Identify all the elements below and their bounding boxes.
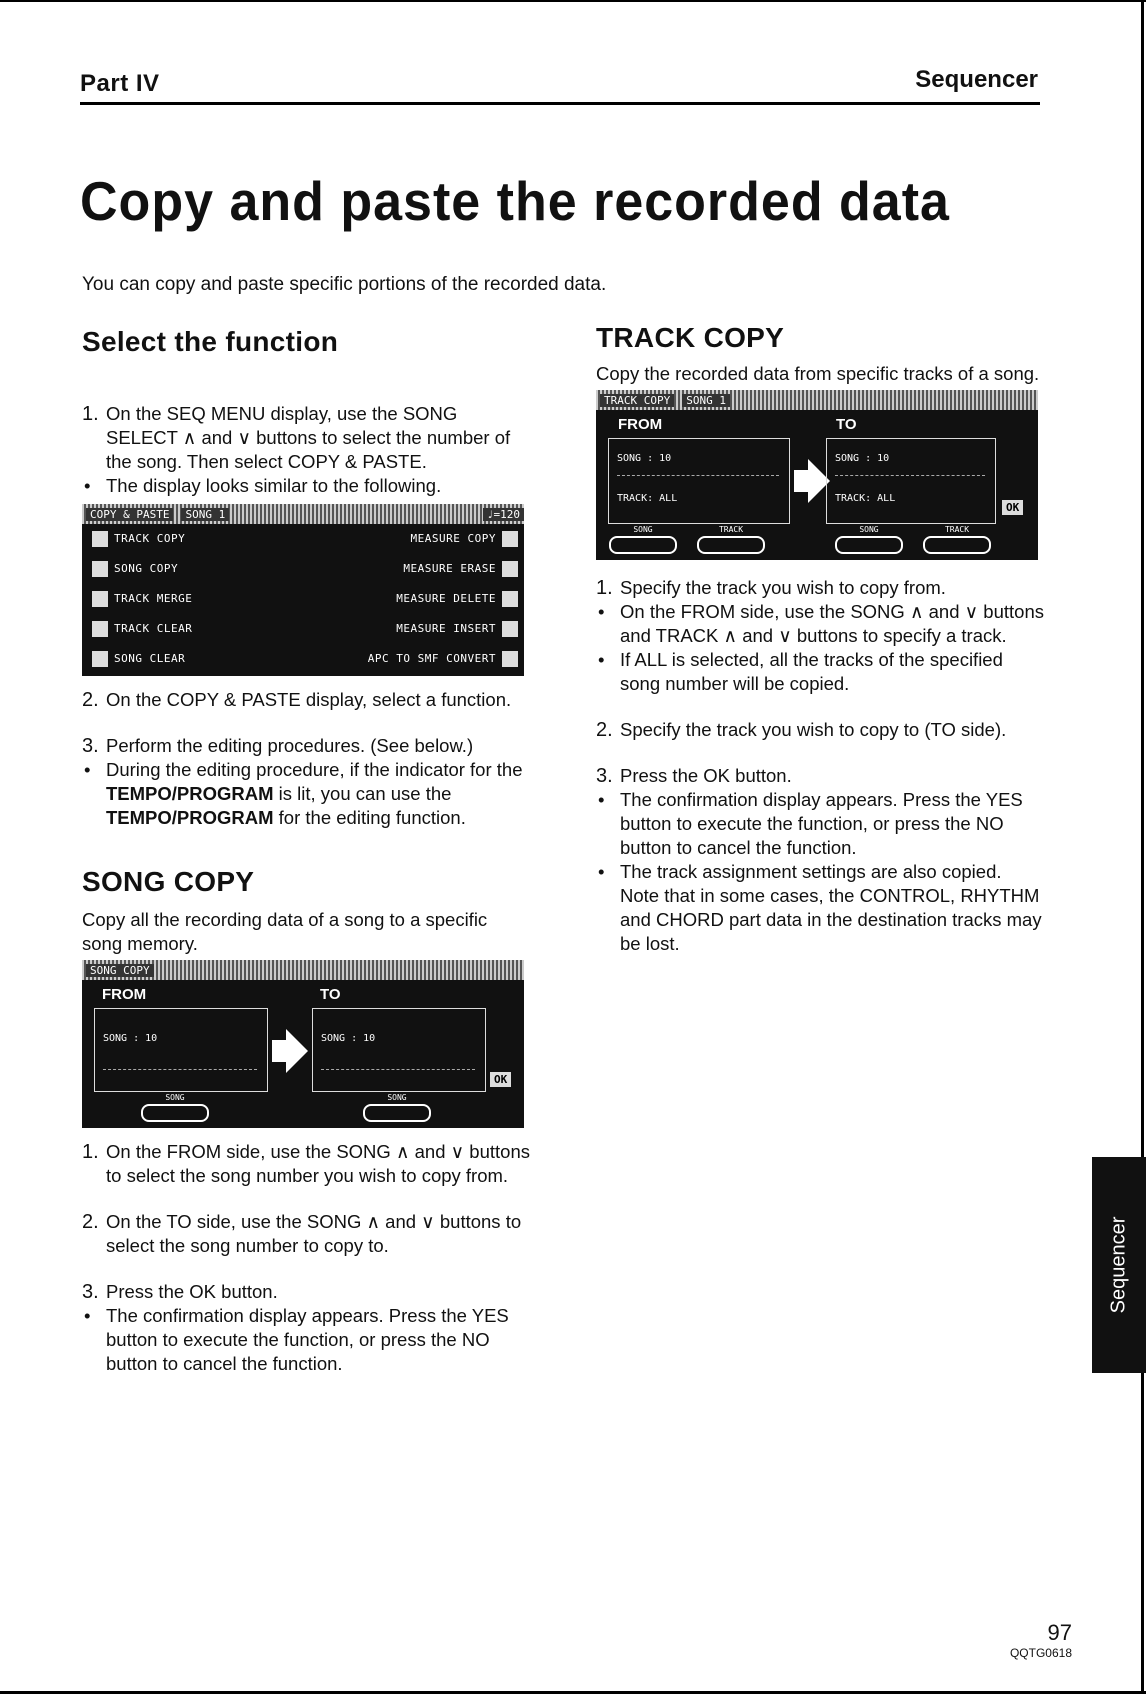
menu-item-measure-delete: MEASURE DELETE — [396, 592, 496, 605]
track-knob-from[interactable] — [696, 525, 766, 554]
divider — [321, 1069, 475, 1070]
header-part: Part IV — [80, 70, 160, 97]
bullet-text: for the editing function. — [273, 807, 466, 828]
lcd-title-bar — [596, 390, 1038, 410]
to-track-value: ALL — [877, 493, 896, 504]
menu-item-measure-insert: MEASURE INSERT — [396, 622, 496, 635]
knob-pill — [923, 536, 991, 554]
track-label: TRACK: — [835, 493, 872, 504]
step-number: 2. — [596, 719, 613, 741]
right-column — [596, 322, 1044, 956]
select-step-1 — [82, 402, 530, 474]
divider — [617, 475, 779, 476]
step-text: Press the OK button. — [106, 1281, 278, 1302]
knob-pill — [141, 1104, 209, 1122]
knob-pill — [697, 536, 765, 554]
menu-row — [82, 644, 524, 674]
document-code: QQTG0618 — [1009, 1646, 1072, 1660]
song-copy-step-3 — [82, 1280, 530, 1304]
side-tab-label: Sequencer — [1107, 1216, 1130, 1314]
page-border-right — [1141, 0, 1144, 1694]
knob-pill — [363, 1104, 431, 1122]
to-label: TO — [320, 986, 341, 1003]
track-knob-to[interactable] — [922, 525, 992, 554]
select-step-3 — [82, 734, 530, 758]
lcd-title-bar — [82, 960, 524, 980]
step-text: Specify the track you wish to copy from. — [620, 577, 946, 598]
song-knob-from[interactable] — [140, 1093, 210, 1122]
knob-label: SONG — [387, 1093, 407, 1102]
step-text: On the FROM side, use the SONG ∧ and ∨ buttons to select the song number you wish to copy from. — [106, 1141, 530, 1186]
measure-copy-icon — [502, 531, 518, 547]
track-copy-desc: Copy the recorded data from specific tracks of a song. — [596, 363, 1040, 384]
intro-text: You can copy and paste specific portions of the recorded data. — [82, 274, 607, 295]
ok-button[interactable]: OK — [490, 1072, 511, 1087]
song-label: SONG : — [321, 1033, 358, 1044]
menu-item-track-copy: TRACK COPY — [114, 532, 186, 545]
track-label: TRACK: — [617, 493, 654, 504]
menu-item-track-clear: TRACK CLEAR — [114, 622, 193, 635]
left-column — [82, 326, 530, 1376]
step-number: 3. — [596, 765, 613, 787]
knob-label: SONG — [633, 525, 653, 534]
from-label: FROM — [618, 416, 663, 433]
page-border-top — [0, 0, 1146, 2]
lcd-song: SONG 1 — [682, 394, 730, 407]
select-step-3-bullet — [82, 758, 530, 830]
track-copy-step-2 — [596, 718, 1044, 742]
song-knob-to[interactable] — [834, 525, 904, 554]
measure-insert-icon — [502, 621, 518, 637]
lcd-song: SONG 1 — [181, 508, 229, 521]
lcd-title: SONG COPY — [86, 964, 154, 977]
step-text: On the SEQ MENU display, use the SONG SELECT ∧ and ∨ buttons to select the number of the song. Then select COPY & PASTE. — [106, 403, 511, 472]
song-copy-step-1 — [82, 1140, 530, 1188]
header-section: Sequencer — [915, 66, 1038, 93]
from-box — [94, 1008, 268, 1092]
lcd-title-bar — [82, 504, 524, 524]
step-number: 2. — [82, 1211, 99, 1233]
song-copy-desc: Copy all the recording data of a song to a specific song memory. — [82, 909, 488, 954]
step-text: On the COPY & PASTE display, select a function. — [106, 689, 512, 710]
knob-label: TRACK — [718, 525, 744, 534]
song-label: SONG : — [835, 453, 872, 464]
copy-paste-menu-display — [82, 504, 524, 676]
from-song-value: 10 — [145, 1033, 158, 1044]
step-number: 1. — [82, 403, 99, 425]
measure-erase-icon — [502, 561, 518, 577]
knob-pill — [835, 536, 903, 554]
to-song-value: 10 — [877, 453, 890, 464]
from-box — [608, 438, 790, 524]
track-copy-step-1 — [596, 576, 1044, 600]
to-box — [312, 1008, 486, 1092]
knob-label: SONG — [859, 525, 879, 534]
song-label: SONG : — [617, 453, 654, 464]
header-rule — [80, 102, 1040, 105]
page-number: 97 — [1047, 1620, 1072, 1645]
menu-item-measure-copy: MEASURE COPY — [410, 532, 496, 545]
step-number: 1. — [82, 1141, 99, 1163]
song-copy-step-2 — [82, 1210, 530, 1258]
lcd-tempo: ♩=120 — [483, 508, 524, 521]
to-box — [826, 438, 996, 524]
menu-item-track-merge: TRACK MERGE — [114, 592, 193, 605]
song-copy-icon — [92, 561, 108, 577]
arrow-right-icon — [272, 1040, 286, 1062]
track-copy-step-1-bullet: • On the FROM side, use the SONG ∧ and ∨ buttons and TRACK ∧ and ∨ buttons to specify a track. — [596, 600, 1044, 648]
lcd-title: COPY & PASTE — [86, 508, 173, 521]
menu-item-measure-erase: MEASURE ERASE — [403, 562, 496, 575]
arrow-right-icon — [794, 470, 808, 492]
menu-item-apc-to-smf: APC TO SMF CONVERT — [367, 652, 496, 665]
track-copy-step-3-bullet: • The confirmation display appears. Press the YES button to execute the function, or press the NO button to cancel the function. — [596, 788, 1044, 860]
from-song-value: 10 — [659, 453, 672, 464]
track-copy-icon — [92, 531, 108, 547]
section-side-tab — [1092, 1157, 1146, 1373]
step-number: 2. — [82, 689, 99, 711]
arrow-right-icon — [286, 1029, 308, 1073]
menu-item-song-copy: SONG COPY — [114, 562, 179, 575]
song-knob-to[interactable] — [362, 1093, 432, 1122]
menu-item-song-clear: SONG CLEAR — [114, 652, 186, 665]
bullet-text: During the editing procedure, if the indicator for the — [106, 759, 523, 780]
menu-row — [82, 614, 524, 644]
step-text: Specify the track you wish to copy to (TO side). — [620, 719, 1007, 740]
menu-row — [82, 554, 524, 584]
select-heading: Select the function — [82, 326, 339, 357]
to-label: TO — [836, 416, 857, 433]
step-number: 1. — [596, 577, 613, 599]
from-track-value: ALL — [659, 493, 678, 504]
measure-delete-icon — [502, 591, 518, 607]
track-copy-step-3-bullet: • The track assignment settings are also copied. Note that in some cases, the CONTROL, RHYTHM and CHORD part data in the destination tracks may be lost. — [596, 860, 1044, 956]
song-clear-icon — [92, 651, 108, 667]
apc-convert-icon — [502, 651, 518, 667]
from-label: FROM — [102, 986, 147, 1003]
track-copy-display — [596, 390, 1038, 560]
menu-row — [82, 524, 524, 554]
divider — [835, 475, 985, 476]
divider — [103, 1069, 257, 1070]
track-copy-step-1-bullet: • If ALL is selected, all the tracks of the specified song number will be copied. — [596, 648, 1044, 696]
select-step-1-bullet: • The display looks similar to the following. — [82, 474, 530, 498]
step-number: 3. — [82, 1281, 99, 1303]
track-copy-heading: TRACK COPY — [596, 322, 785, 353]
knob-label: TRACK — [944, 525, 970, 534]
ok-button[interactable]: OK — [1002, 500, 1023, 515]
select-step-2 — [82, 688, 530, 712]
tempo-program-label: TEMPO/PROGRAM — [106, 807, 274, 828]
song-copy-heading: SONG COPY — [82, 866, 255, 897]
song-knob-from[interactable] — [608, 525, 678, 554]
step-text: On the TO side, use the SONG ∧ and ∨ buttons to select the song number to copy to. — [106, 1211, 522, 1256]
track-merge-icon — [92, 591, 108, 607]
page-title: Copy and paste the recorded data — [80, 171, 950, 233]
step-number: 3. — [82, 735, 99, 757]
knob-pill — [609, 536, 677, 554]
to-song-value: 10 — [363, 1033, 376, 1044]
song-copy-display — [82, 960, 524, 1128]
step-text: Press the OK button. — [620, 765, 792, 786]
menu-row — [82, 584, 524, 614]
track-clear-icon — [92, 621, 108, 637]
bullet-text: is lit, you can use the — [273, 783, 452, 804]
knob-label: SONG — [165, 1093, 185, 1102]
tempo-program-label: TEMPO/PROGRAM — [106, 783, 274, 804]
lcd-title: TRACK COPY — [600, 394, 674, 407]
song-copy-step-3-bullet: • The confirmation display appears. Press the YES button to execute the function, or press the NO button to cancel the function. — [82, 1304, 530, 1376]
step-text: Perform the editing procedures. (See below.) — [106, 735, 474, 756]
song-label: SONG : — [103, 1033, 140, 1044]
track-copy-step-3 — [596, 764, 1044, 788]
